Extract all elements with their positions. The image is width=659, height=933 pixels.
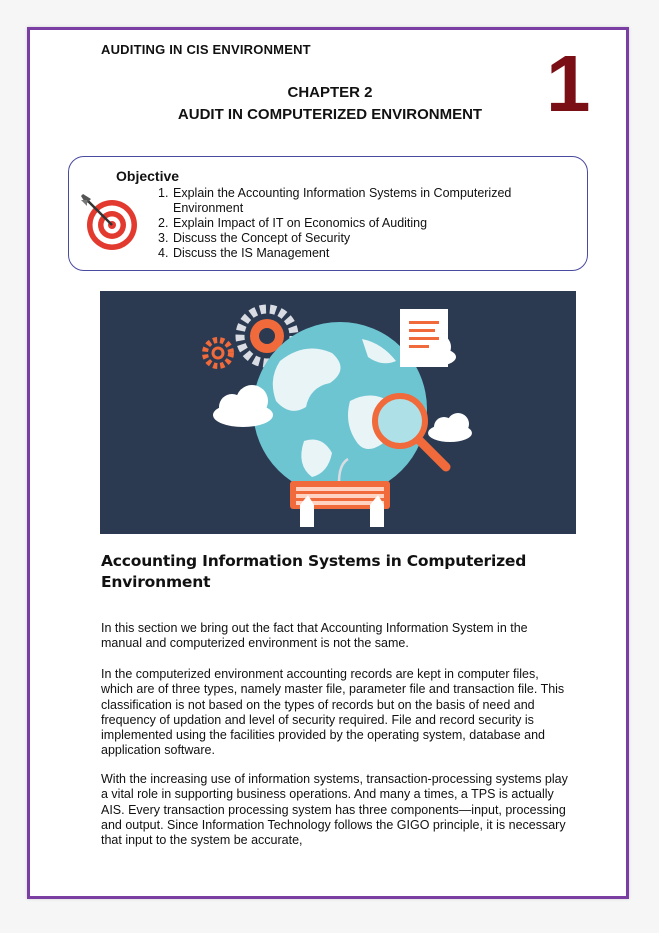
- objective-item: [158, 186, 568, 216]
- objective-item: [158, 246, 568, 261]
- target-dart-icon: [77, 190, 139, 252]
- section-heading: Accounting Information Systems in Computerized Environment: [101, 552, 527, 591]
- body-paragraph: In this section we bring out the fact that Accounting Information System in the manual and computerized environment is not the same.: [101, 621, 528, 651]
- objective-item-number: 2.: [158, 216, 169, 230]
- objective-item-number: 4.: [158, 246, 169, 260]
- objective-item-number: 1.: [158, 186, 169, 200]
- objective-item: [158, 231, 568, 246]
- document-icon: [400, 309, 448, 367]
- objective-item: [158, 216, 568, 231]
- objective-box: [68, 156, 588, 271]
- page-frame: [27, 27, 629, 899]
- body-paragraph: In the computerized environment accounting records are kept in computer files, which are of three types, namely master file, parameter file and transaction file. This classification is not based on the types of records but on the basis of need and frequency of updation and level of security required. File and record security is implemented using the facilities provided by the operating system, database and application software.: [101, 667, 565, 758]
- chapter-number: 1: [546, 39, 591, 128]
- objective-heading: Objective: [116, 168, 180, 184]
- objective-item-text: Discuss the Concept of Security: [173, 231, 351, 245]
- objective-item-text: Discuss the IS Management: [173, 246, 330, 260]
- objective-item-text: Explain Impact of IT on Economics of Auditing: [173, 216, 428, 230]
- running-header: AUDITING IN CIS ENVIRONMENT: [101, 42, 311, 57]
- chapter-title: AUDIT IN COMPUTERIZED ENVIRONMENT: [177, 106, 483, 123]
- chapter-label: CHAPTER 2: [287, 84, 373, 101]
- objective-list: [158, 186, 568, 261]
- hero-illustration: [100, 291, 576, 534]
- objective-item-number: 3.: [158, 231, 169, 245]
- body-paragraph: With the increasing use of information systems, transaction-processing systems play a vital role in supporting business operations. And many a times, a TPS is actually AIS. Every transaction processing system has three components—input, processing and output. Since Information Technology follows the GIGO principle, it is necessary that input to the system be accurate,: [101, 772, 568, 848]
- objective-item-text: Explain the Accounting Information Systems in Computerized Environment: [173, 186, 512, 215]
